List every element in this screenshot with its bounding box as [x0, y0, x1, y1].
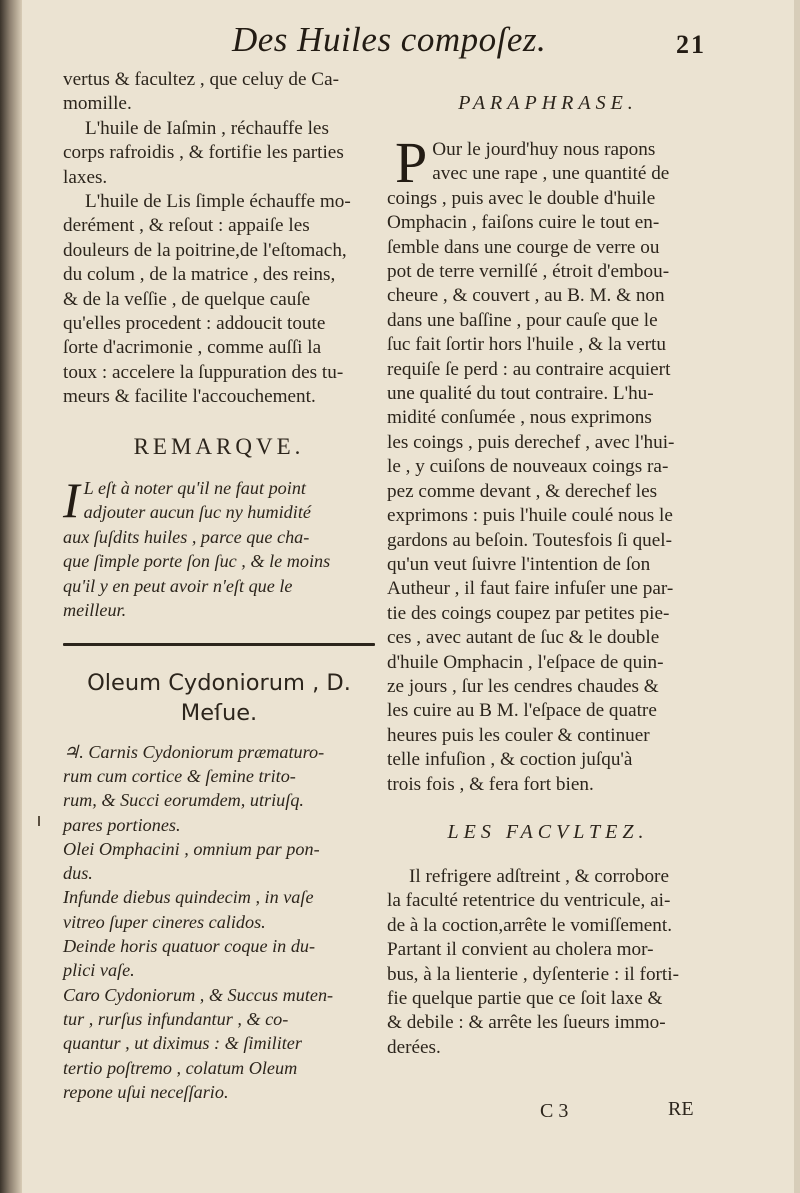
- text-line: meilleur.: [63, 600, 127, 621]
- text-line: repone uſui neceſſario.: [63, 1081, 229, 1102]
- page-number: 21: [676, 30, 706, 59]
- paraphrase-heading: PARAPHRASE.: [458, 92, 638, 114]
- text-line: ſorte d'acrimonie , comme auſſi la: [63, 337, 322, 359]
- paraphrase-paragraph: [387, 130, 709, 797]
- facultez-paragraph: [387, 865, 709, 1060]
- text-line: Omphacin , faiſons cuire le tout en-: [387, 212, 660, 234]
- signature-mark: C 3: [540, 1100, 569, 1122]
- text-line: gardons au beſoin. Toutesfois ſi quel-: [387, 529, 673, 551]
- remarque-paragraph: [63, 471, 375, 623]
- text-line: qu'elles procedent : addoucit toute: [63, 313, 326, 335]
- text-line: tertio poſtremo , colatum Oleum: [63, 1057, 298, 1078]
- running-head: Des Huiles compoſez.: [232, 20, 547, 59]
- intro-paragraph: [63, 68, 375, 117]
- text-line: telle infuſion , & coction juſqu'à: [387, 749, 633, 771]
- recipe-entry: [63, 885, 375, 934]
- text-line: laxes.: [63, 166, 108, 188]
- text-line: plici vaſe.: [63, 960, 135, 981]
- text-line: tur , rurſus infundantur , & co-: [63, 1008, 289, 1029]
- text-line: meurs & facilite l'accouchement.: [63, 386, 316, 408]
- text-line: heures puis les couler & continuer: [387, 724, 650, 746]
- recipe-entry: [63, 740, 375, 837]
- text-line: fie quelque partie que ce ſoit laxe &: [387, 988, 663, 1009]
- margin-mark: [38, 816, 40, 826]
- text-line: requiſe ſe perd : au contraire acquiert: [387, 358, 671, 380]
- section-rule: [63, 643, 375, 646]
- text-line: une qualité du tout contraire. L'hu-: [387, 383, 654, 405]
- text-line: ſemble dans une courge de verre ou: [387, 236, 660, 258]
- text-line: vertus & facultez , que celuy de Ca-: [63, 69, 339, 90]
- text-line: pot de terre vernilſé , étroit d'embou-: [387, 261, 670, 283]
- recipe-entry: [63, 934, 375, 983]
- text-line: les cuire au B M. l'eſpace de quatre: [387, 700, 657, 722]
- text-line: douleurs de la poitrine,de l'eſtomach,: [63, 239, 347, 261]
- text-line: Autheur , il faut faire infuſer une par-: [387, 578, 674, 600]
- text-line: derées.: [387, 1036, 441, 1058]
- text-line: vitreo ſuper cineres calidos.: [63, 911, 266, 932]
- text-line: de à la coction,arrête le vomiſſement.: [387, 914, 673, 936]
- book-spine-shadow: [0, 0, 22, 1193]
- text-line: les coings , puis derechef , avec l'hui-: [387, 431, 675, 453]
- remarque-heading: REMARQVE.: [133, 433, 305, 459]
- text-line: coings , puis avec le double d'huile: [387, 187, 656, 209]
- facultez-heading: LES FACVLTEZ.: [447, 820, 649, 843]
- text-line: cheure , & couvert , au B. M. & non: [387, 285, 665, 307]
- text-line: & de la veſſie , de quelque cauſe: [63, 288, 311, 310]
- text-line: L eſt à noter qu'il ne faut point: [83, 477, 306, 498]
- drop-cap: P: [395, 130, 428, 195]
- text-line: momille.: [63, 93, 132, 115]
- text-line: corps rafroidis , & fortifie les parties: [63, 142, 344, 164]
- text-line: dans une baſſine , pour cauſe que le: [387, 309, 658, 331]
- text-line: qu'il y en peut avoir n'eſt que le: [63, 575, 293, 596]
- recipe-entry: [63, 837, 375, 886]
- text-line: pez comme devant , & derechef les: [387, 480, 658, 502]
- drop-cap: I: [63, 471, 80, 528]
- lis-paragraph: [63, 190, 375, 410]
- text-line: L'huile de Iaſmin , réchauffe les: [85, 117, 329, 139]
- text-line: bus, à la lienterie , dyſenterie : il forti-: [387, 963, 679, 985]
- text-line: que ſimple porte ſon ſuc , & le moins: [63, 551, 331, 572]
- text-line: rum cum cortice & ſemine trito-: [63, 765, 296, 786]
- heading-line: Meſue.: [180, 699, 258, 726]
- text-line: qu'un veut ſuivre l'intention de ſon: [387, 553, 651, 575]
- text-line: toux : accelere la ſuppuration des tu-: [63, 361, 344, 383]
- text-line: Infunde diebus quindecim , in vaſe: [63, 887, 314, 908]
- page-edge: [794, 0, 800, 1193]
- catchword: RE: [668, 1098, 694, 1120]
- text-line: derément , & reſout : appaiſe les: [63, 215, 310, 237]
- text-line: quantur , ut diximus : & ſimiliter: [63, 1033, 302, 1054]
- text-line: Deinde horis quatuor coque in du-: [63, 936, 316, 957]
- oleum-heading: [63, 668, 375, 728]
- jasmin-paragraph: [63, 117, 375, 190]
- text-line: adjouter aucun ſuc ny humidité: [83, 502, 311, 523]
- text-line: le , y cuiſons de nouveaux coings ra-: [387, 456, 669, 478]
- text-line: la faculté retentrice du ventricule, ai-: [387, 890, 671, 912]
- text-line: Caro Cydoniorum , & Succus muten-: [63, 984, 334, 1005]
- recipe-entry: [63, 983, 375, 1104]
- text-line: & debile : & arrête les ſueurs immo-: [387, 1012, 666, 1034]
- text-line: ces , avec autant de ſuc & le double: [387, 627, 660, 649]
- text-line: aux ſuſdits huiles , parce que cha-: [63, 526, 310, 547]
- text-line: L'huile de Lis ſimple échauffe mo-: [85, 191, 351, 213]
- text-line: ♃. Carnis Cydoniorum præmaturo-: [63, 741, 325, 762]
- text-line: trois fois , & fera fort bien.: [387, 773, 594, 795]
- text-line: Il refrigere adſtreint , & corrobore: [409, 865, 669, 887]
- text-line: ſuc fait ſortir hors l'huile , & la vertu: [387, 334, 666, 356]
- text-line: pares portiones.: [63, 814, 181, 835]
- text-line: Our le jourd'huy nous rapons: [432, 139, 656, 160]
- text-line: avec une rape , une quantité de: [432, 163, 670, 185]
- text-line: Partant il convient au cholera mor-: [387, 939, 654, 961]
- text-line: du colum , de la matrice , des reins,: [63, 264, 336, 286]
- text-line: Olei Omphacini , omnium par pon-: [63, 838, 320, 859]
- text-line: d'huile Omphacin , l'eſpace de quin-: [387, 651, 664, 673]
- text-line: midité conſumée , nous exprimons: [387, 407, 652, 429]
- text-line: tie des coings coupez par petites pie-: [387, 602, 670, 624]
- left-column: [63, 68, 375, 1104]
- text-line: ze jours , ſur les cendres chaudes &: [387, 675, 659, 697]
- text-line: rum, & Succi eorumdem, utriuſq.: [63, 790, 304, 811]
- text-line: exprimons : puis l'huile coulé nous le: [387, 505, 673, 527]
- text-line: dus.: [63, 863, 93, 884]
- right-column: [387, 90, 709, 1060]
- heading-line: Oleum Cydoniorum , D.: [87, 669, 351, 696]
- recipe: [63, 740, 375, 1104]
